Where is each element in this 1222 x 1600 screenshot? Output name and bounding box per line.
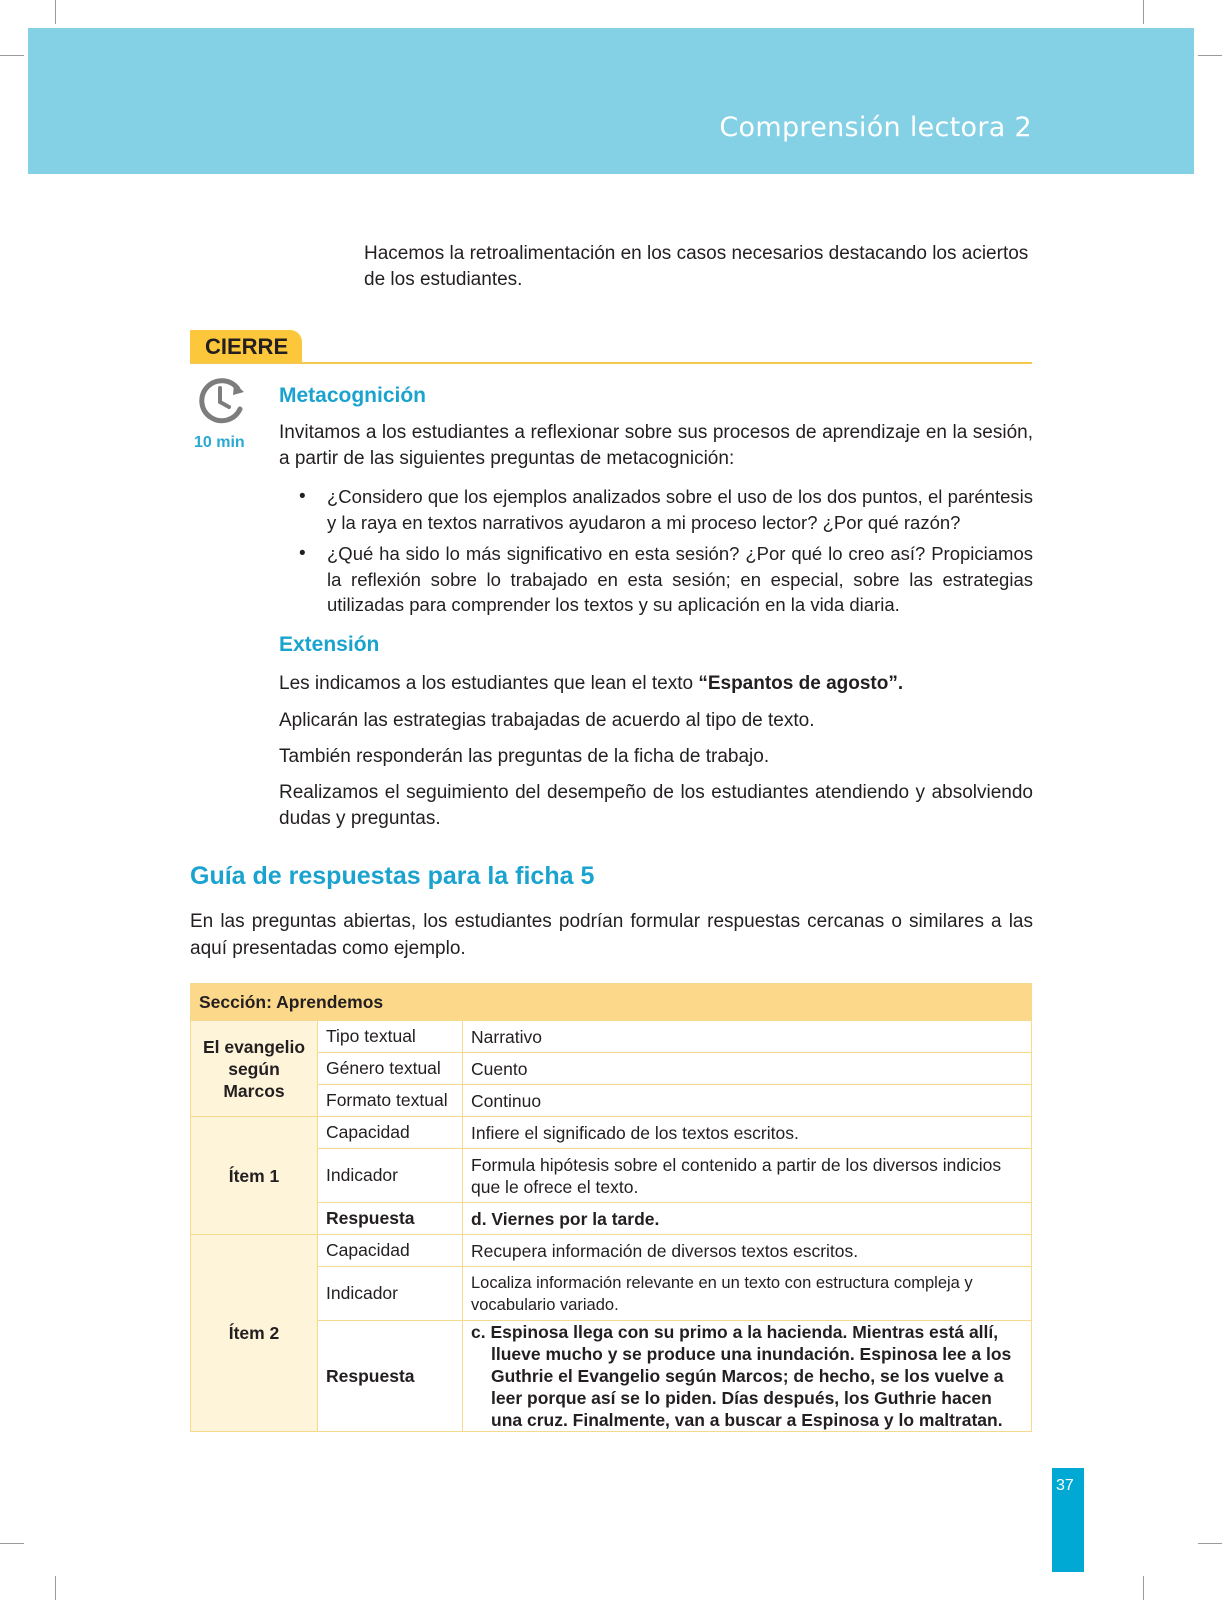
row-label: Formato textual [318,1085,463,1117]
bullet-text: ¿Considero que los ejemplos analizados sobre el uso de los dos puntos, el paréntesis y la raya en textos narrativos ayudaron a mi proceso lector? ¿Por qué razón? [327,486,1033,533]
row-label: Capacidad [318,1117,463,1149]
table-row [191,1149,1032,1203]
row-value: Recupera información de diversos textos escritos. [463,1235,1032,1267]
guide-text: En las preguntas abiertas, los estudiantes podrían formular respuestas cercanas o similares a las aquí presentadas como ejemplo. [190,911,1033,959]
header-band [28,28,1194,174]
clock-icon [196,375,248,427]
answer-text: c. Espinosa llega con su primo a la hacienda. Mientras está allí, llueve mucho y se produce una inundación. Espinosa lee a los Guthrie el Evangelio según Marcos; de hecho, se los vuelve a leer porque así se lo piden. Días después, los Guthrie hacen una cruz. Finalmente, van a buscar a Espinosa y lo maltratan. [471,1322,1012,1430]
duration-label: 10 min [194,434,245,451]
text-title: “Espantos de agosto”. [698,673,904,694]
extension-heading: Extensión [279,633,380,656]
row-label: Género textual [318,1053,463,1085]
row-label: Respuesta [318,1203,463,1235]
row-label: Indicador [318,1149,463,1203]
answer-value [463,1321,1032,1432]
intro-paragraph: Hacemos la retroalimentación en los casos necesarios destacando los aciertos de los estudiantes. [364,243,1029,290]
metacognicion-text: Invitamos a los estudiantes a reflexionar sobre sus procesos de aprendizaje en la sesión, a partir de las siguientes preguntas de metacognición: [279,422,1033,469]
table-row [191,1235,1032,1267]
extension-line-2: Aplicarán las estrategias trabajadas de acuerdo al tipo de texto. [279,710,815,731]
row-value: Narrativo [463,1021,1032,1053]
row-value: Infiere el significado de los textos escritos. [463,1117,1032,1149]
crop-mark [0,55,24,56]
text-group-cell: El evangelio según Marcos [191,1021,318,1117]
bullet-icon: • [299,486,306,507]
item1-cell: Ítem 1 [191,1117,318,1235]
table-row [191,1053,1032,1085]
crop-mark [0,1543,24,1544]
row-value: Cuento [463,1053,1032,1085]
crop-mark [1198,55,1222,56]
crop-mark [1143,1576,1144,1600]
list-item [299,484,1033,535]
crop-mark [55,0,56,24]
row-label: Indicador [318,1267,463,1321]
guide-title: Guía de respuestas para la ficha 5 [190,862,595,890]
answers-table [190,983,1032,1432]
list-item [299,541,1033,618]
table-row [191,1321,1032,1432]
bullet-icon: • [299,543,306,564]
extension-line-4: Realizamos el seguimiento del desempeño de los estudiantes atendiendo y absolviendo dudas y preguntas. [279,782,1033,829]
row-label: Respuesta [318,1321,463,1432]
metacognicion-heading: Metacognición [279,384,427,407]
table-row [191,1267,1032,1321]
row-value: Continuo [463,1085,1032,1117]
table-row [191,1021,1032,1053]
table-row [191,1203,1032,1235]
extension-line-1 [279,671,1033,697]
bullet-text: ¿Qué ha sido lo más significativo en esta sesión? ¿Por qué lo creo así? Propiciamos la reflexión sobre lo trabajado en esta sesión; en especial, sobre las estrategias utilizadas para comprender los textos y su aplicación en la vida diaria. [327,543,1033,615]
table-header-row [191,984,1032,1021]
item2-cell: Ítem 2 [191,1235,318,1432]
extension-line-1-text: Les indicamos a los estudiantes que lean el texto [279,673,699,694]
section-divider [190,362,1032,364]
page-number: 37 [1056,1477,1074,1494]
table-row [191,1085,1032,1117]
table-row [191,1117,1032,1149]
header-title: Comprensión lectora 2 [719,112,1032,143]
table-section-header: Sección: Aprendemos [191,984,1032,1021]
crop-mark [1198,1543,1222,1544]
row-value: Localiza información relevante en un texto con estructura compleja y vocabulario variado. [463,1267,1032,1321]
row-label: Capacidad [318,1235,463,1267]
cierre-label: CIERRE [205,334,289,359]
row-label: Tipo textual [318,1021,463,1053]
extension-line-3: También responderán las preguntas de la ficha de trabajo. [279,746,770,767]
crop-mark [1143,0,1144,24]
answer-value: d. Viernes por la tarde. [463,1203,1032,1235]
crop-mark [55,1576,56,1600]
row-value: Formula hipótesis sobre el contenido a partir de los diversos indicios que le ofrece el texto. [463,1149,1032,1203]
